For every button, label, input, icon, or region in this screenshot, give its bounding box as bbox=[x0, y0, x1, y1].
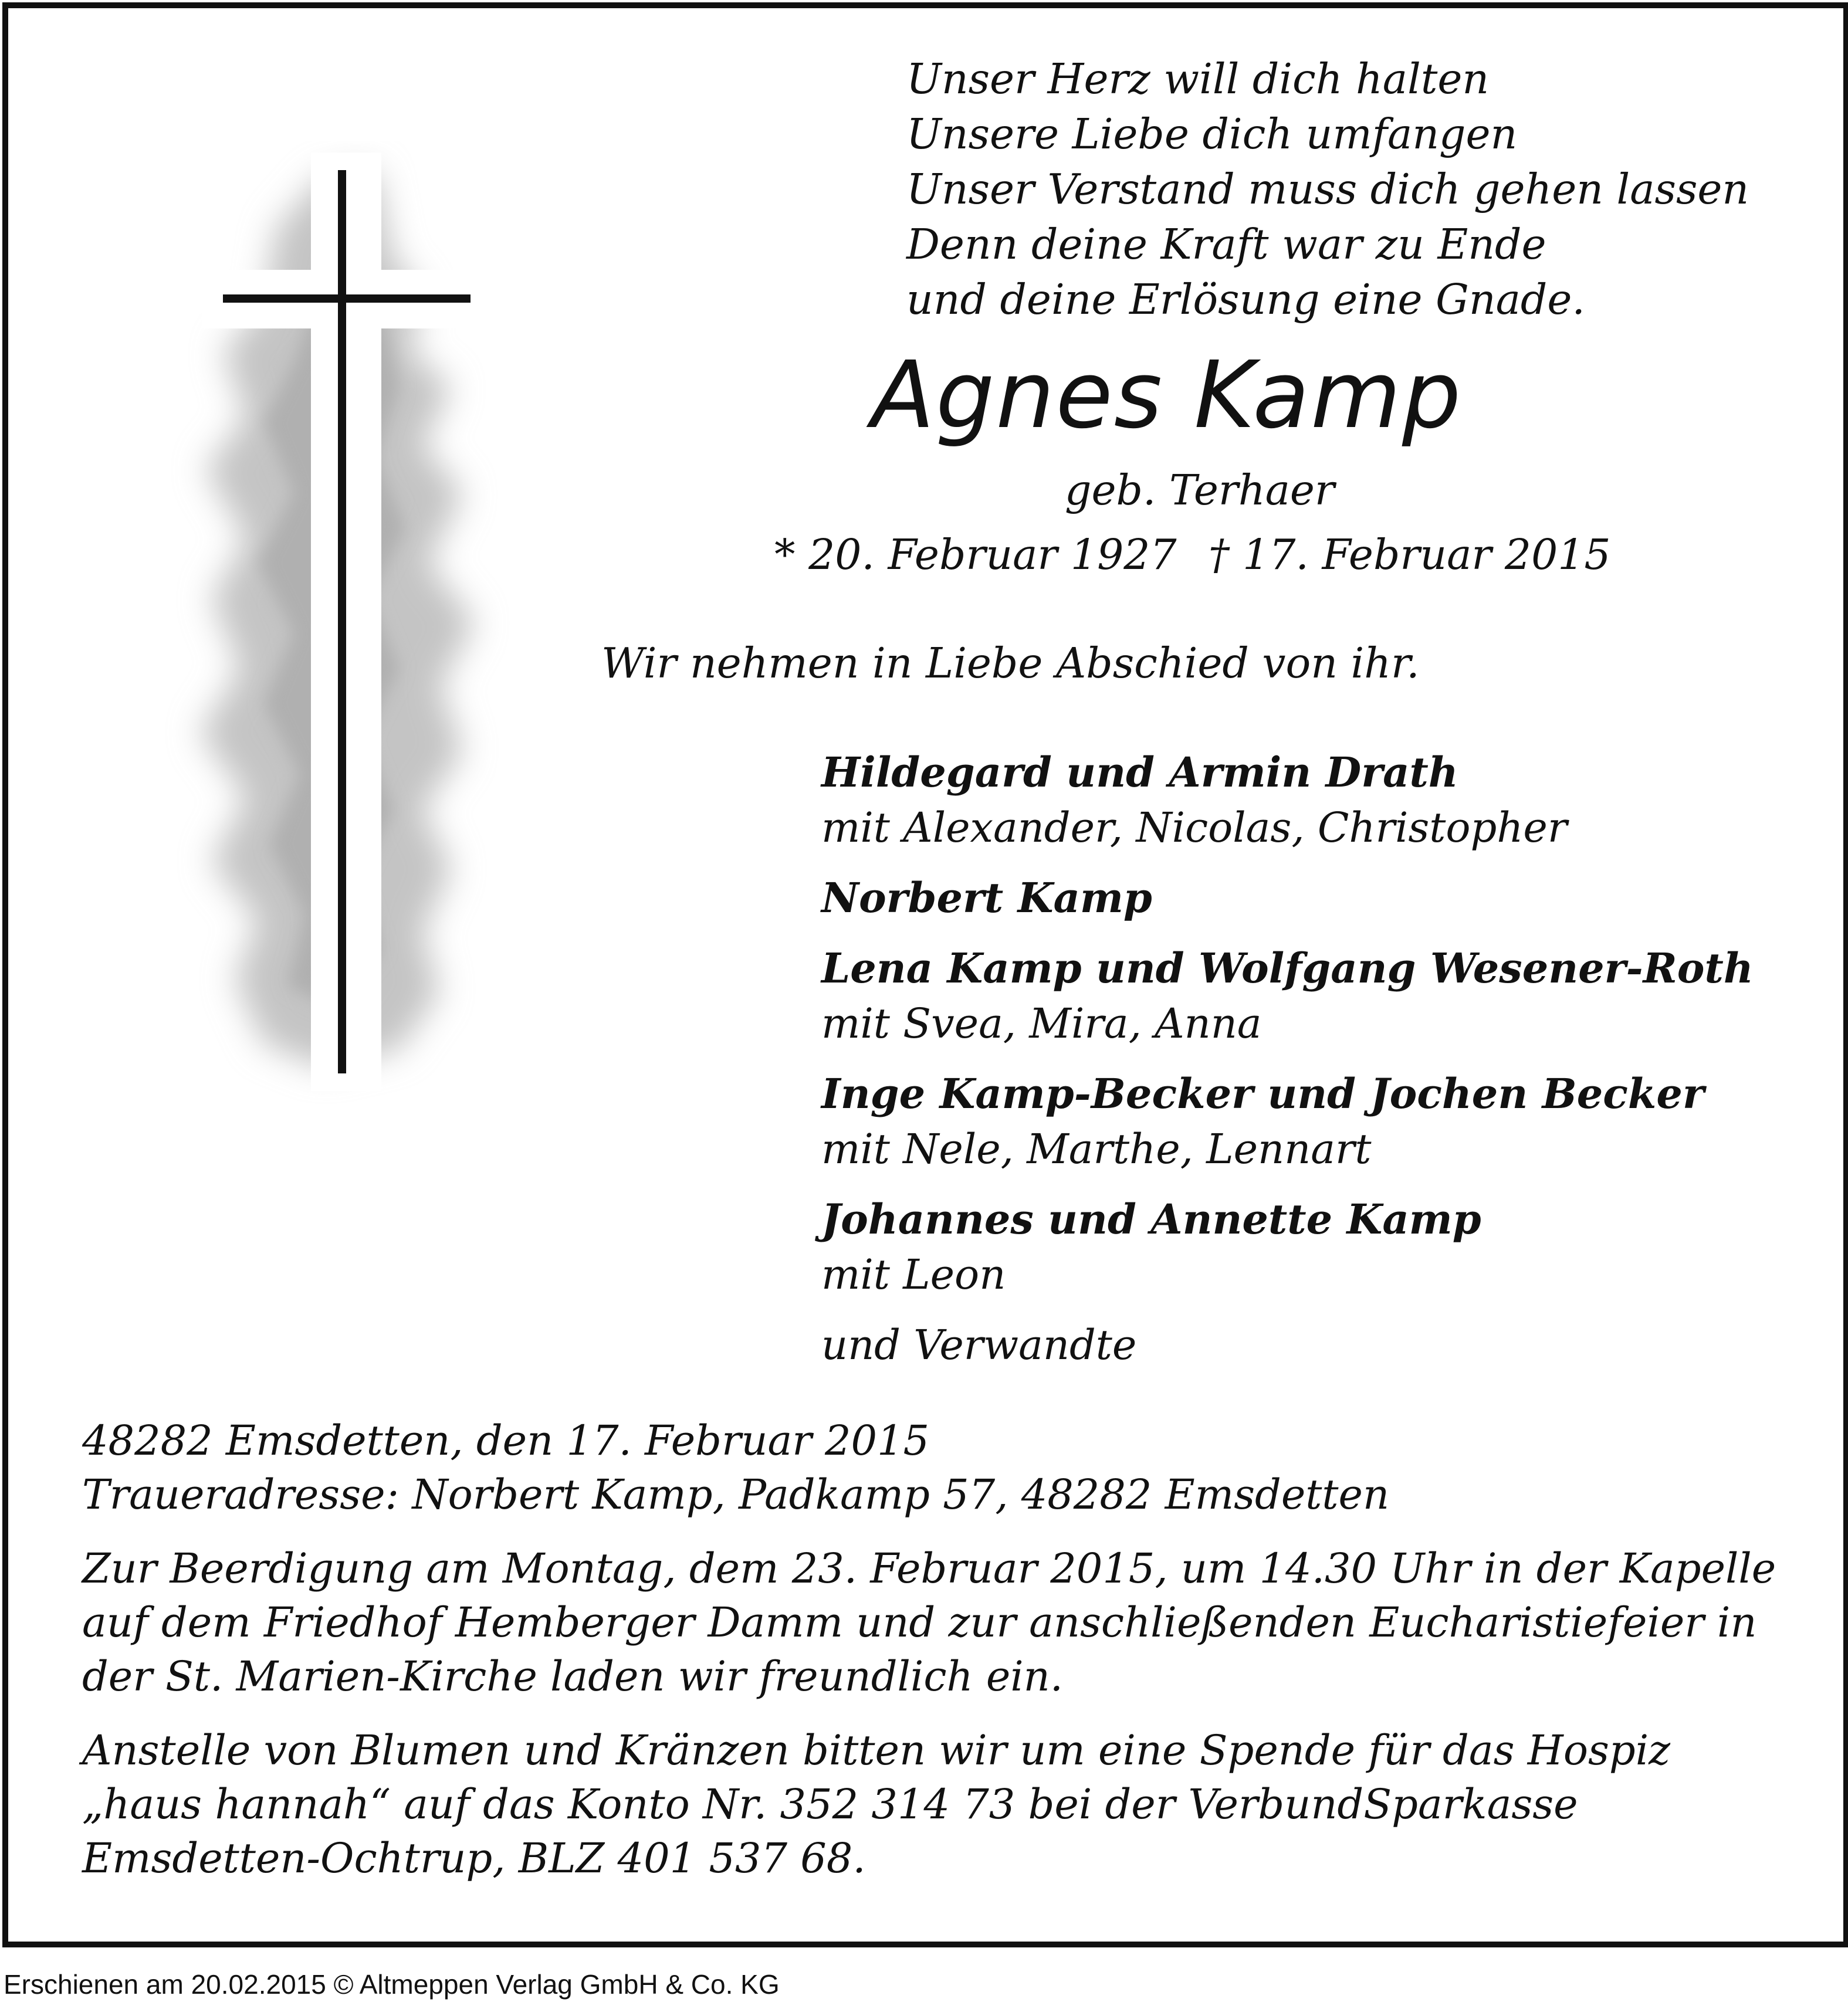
funeral-line: Zur Beerdigung am Montag, dem 23. Februar 2015, um 14.30 Uhr in der Kapelle bbox=[82, 1544, 1776, 1593]
cross-icon bbox=[147, 141, 546, 1109]
mourners-list bbox=[821, 745, 1754, 1373]
birth-name: geb. Terhaer bbox=[1065, 466, 1335, 514]
mourner-name: Inge Kamp-Becker und Jochen Becker bbox=[821, 1069, 1704, 1118]
donation-line: „haus hannah“ auf das Konto Nr. 352 314 73 bei der VerbundSparkasse bbox=[82, 1780, 1578, 1828]
donation-line: Anstelle von Blumen und Kränzen bitten wir um eine Spende für das Hospiz bbox=[82, 1726, 1670, 1774]
poem-line: Unser Herz will dich halten bbox=[906, 55, 1490, 103]
mourner-name: Norbert Kamp bbox=[821, 873, 1152, 922]
donation-line: Emsdetten-Ochtrup, BLZ 401 537 68. bbox=[82, 1834, 866, 1882]
mourner-with: mit Alexander, Nicolas, Christopher bbox=[821, 804, 1568, 852]
poem-line: und deine Erlösung eine Gnade. bbox=[906, 275, 1585, 324]
details-block bbox=[82, 1414, 1776, 1885]
mourner-name: Johannes und Annette Kamp bbox=[821, 1195, 1481, 1244]
poem bbox=[906, 52, 1749, 327]
relatives-text: und Verwandte bbox=[821, 1321, 1137, 1369]
mourner-with: mit Nele, Marthe, Lennart bbox=[821, 1125, 1372, 1173]
farewell-text: Wir nehmen in Liebe Abschied von ihr. bbox=[601, 639, 1420, 687]
poem-line: Denn deine Kraft war zu Ende bbox=[906, 220, 1546, 269]
death-date: † 17. Februar 2015 bbox=[1209, 530, 1611, 579]
mourner-with: mit Leon bbox=[821, 1251, 1006, 1299]
mourner-with: mit Svea, Mira, Anna bbox=[821, 1000, 1262, 1048]
cross-illustration bbox=[147, 141, 546, 1109]
birth-date: * 20. Februar 1927 bbox=[774, 530, 1177, 579]
poem-line: Unsere Liebe dich umfangen bbox=[906, 110, 1518, 158]
deceased-name: Agnes Kamp bbox=[871, 341, 1463, 449]
funeral-line: der St. Marien-Kirche laden wir freundlich ein. bbox=[82, 1652, 1064, 1700]
place-date: 48282 Emsdetten, den 17. Februar 2015 bbox=[82, 1417, 930, 1465]
mourner-name: Lena Kamp und Wolfgang Wesener-Roth bbox=[821, 944, 1754, 992]
mourner-name: Hildegard und Armin Drath bbox=[821, 748, 1458, 797]
mourning-address: Traueradresse: Norbert Kamp, Padkamp 57, 48282 Emsdetten bbox=[82, 1471, 1390, 1519]
publication-footer: Erschienen am 20.02.2015 © Altmeppen Verlag GmbH & Co. KG bbox=[4, 1969, 780, 2000]
funeral-line: auf dem Friedhof Hemberger Damm und zur anschließenden Eucharistiefeier in bbox=[82, 1598, 1757, 1647]
poem-line: Unser Verstand muss dich gehen lassen bbox=[906, 165, 1749, 214]
